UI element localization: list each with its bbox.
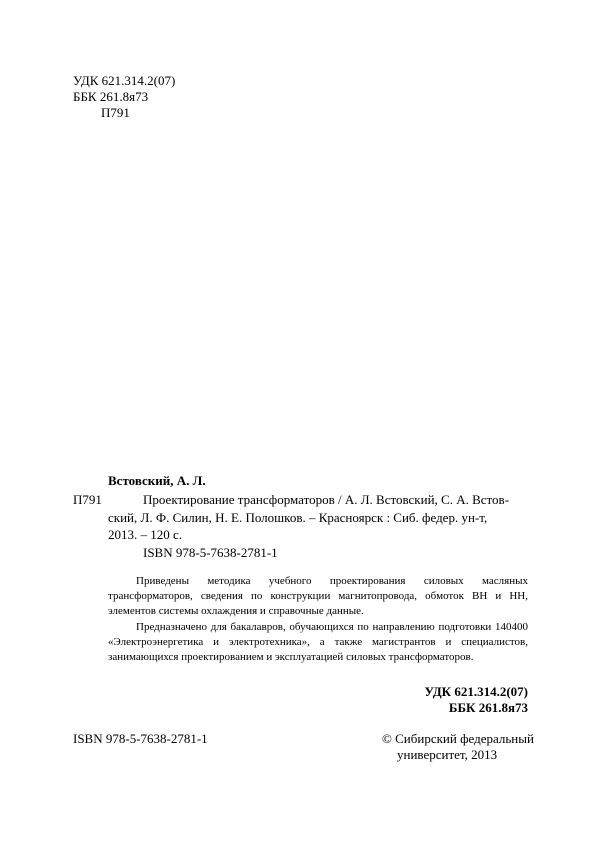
annotation-paragraph-1: Приведены методика учебного проектирования силовых масляных трансформаторов, сведения по конструкции магнитопровода, обмоток ВН и НН, элементов системы охлаждения и справочные данные.	[108, 575, 528, 617]
bibliographic-line-1: Проектирование трансформаторов / А. Л. Встовский, С. А. Встов-	[143, 492, 510, 507]
author-mark: П791	[73, 492, 102, 507]
isbn-card: ISBN 978-5-7638-2781-1	[143, 545, 278, 560]
author-mark-top: П791	[101, 105, 130, 120]
copyright-line-2: университет, 2013	[397, 747, 498, 762]
copyright-line-1: © Сибирский федеральный	[382, 731, 534, 746]
bbk-code-bottom: ББК 261.8я73	[448, 700, 528, 715]
bibliographic-line-3: 2013. – 120 с.	[108, 527, 183, 542]
bibliographic-line-2: ский, Л. Ф. Силин, Н. Е. Полошков. – Красноярск : Сиб. федер. ун-т,	[108, 510, 488, 525]
author-heading: Встовский, А. Л.	[108, 473, 206, 488]
annotation-paragraph-2: Предназначено для бакалавров, обучающихся по направлению подготовки 140400 «Электроэнергетика и электротехника», а также магистрантов и специалистов, занимающихся проектированием и эксплуатацией силовых трансформаторов.	[108, 621, 528, 663]
udk-code-bottom: УДК 621.314.2(07)	[424, 684, 528, 699]
bbk-code-top: ББК 261.8я73	[73, 89, 149, 104]
isbn-footer: ISBN 978-5-7638-2781-1	[73, 731, 208, 746]
udk-code-top: УДК 621.314.2(07)	[73, 73, 176, 88]
